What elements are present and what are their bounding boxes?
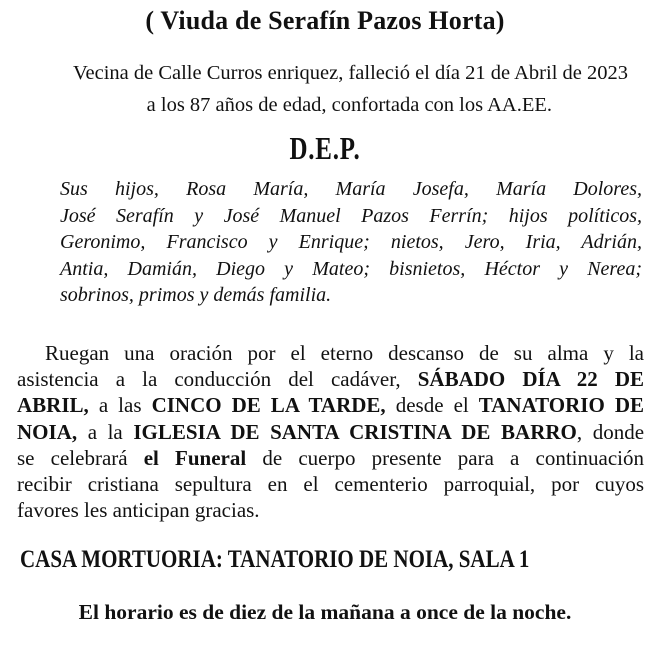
prayer-text: a las [98, 393, 142, 418]
visiting-hours: El horario es de diez de la mañana a once de la noche. [78, 600, 572, 624]
subtitle: ( Viuda de Serafín Pazos Horta) [145, 6, 505, 35]
prayer-text: Ruegan una oración por el eterno descanso de su alma y la [45, 341, 644, 365]
prayer-text: asistencia a la conducción del cadáver, [17, 367, 401, 392]
prayer-text: a la [87, 419, 123, 444]
family-line: Geronimo, Francisco y Enrique; nietos, Jero, Iria, Adrián, [60, 231, 642, 253]
service-month: ABRIL, [17, 393, 89, 418]
death-info-line-1: Vecina de Calle Curros enriquez, falleció el día 21 de Abril de 2023 [72, 62, 628, 84]
family-line: Sus hijos, Rosa María, María Josefa, María Dolores, [60, 178, 642, 200]
church-name: IGLESIA DE SANTA CRISTINA DE BARRO [133, 419, 577, 444]
prayer-paragraph [17, 340, 644, 523]
prayer-text: , donde [576, 419, 645, 444]
family-line: Antia, Damián, Diego y Mateo; bisnietos, Héctor y Nerea; [60, 257, 642, 280]
prayer-text: recibir cristiana sepultura en el cementerio parroquial, por cuyos [17, 472, 644, 497]
dep-heading: D.E.P. [289, 130, 361, 166]
prayer-text: se celebrará [17, 445, 128, 470]
prayer-line-3 [17, 392, 644, 418]
family-line: sobrinos, primos y demás familia. [60, 284, 332, 306]
prayer-line-5 [17, 445, 644, 471]
death-info-line-2: a los 87 años de edad, confortada con los AA.EE. [146, 94, 552, 116]
prayer-text: favores les anticipan gracias. [17, 498, 260, 523]
prayer-text: de cuerpo presente para a continuación [262, 445, 644, 470]
prayer-line-4 [17, 419, 644, 445]
funeral-label: el Funeral [143, 445, 247, 470]
prayer-line-6 [17, 471, 644, 497]
service-date: SÁBADO DÍA 22 DE [417, 367, 644, 392]
service-time: CINCO DE LA TARDE, [151, 393, 386, 418]
funeral-home: TANATORIO DE [478, 393, 645, 418]
family-line: José Serafín y José Manuel Pazos Ferrín; hijos políticos, [60, 204, 642, 227]
prayer-line-2 [17, 366, 644, 392]
family-list [60, 176, 642, 309]
funeral-home-town: NOIA, [17, 419, 78, 444]
prayer-line-7 [17, 497, 644, 523]
casa-mortuoria: CASA MORTUORIA: TANATORIO DE NOIA, SALA 1 [20, 546, 530, 573]
prayer-text: desde el [395, 393, 469, 418]
prayer-line-1 [17, 340, 644, 366]
